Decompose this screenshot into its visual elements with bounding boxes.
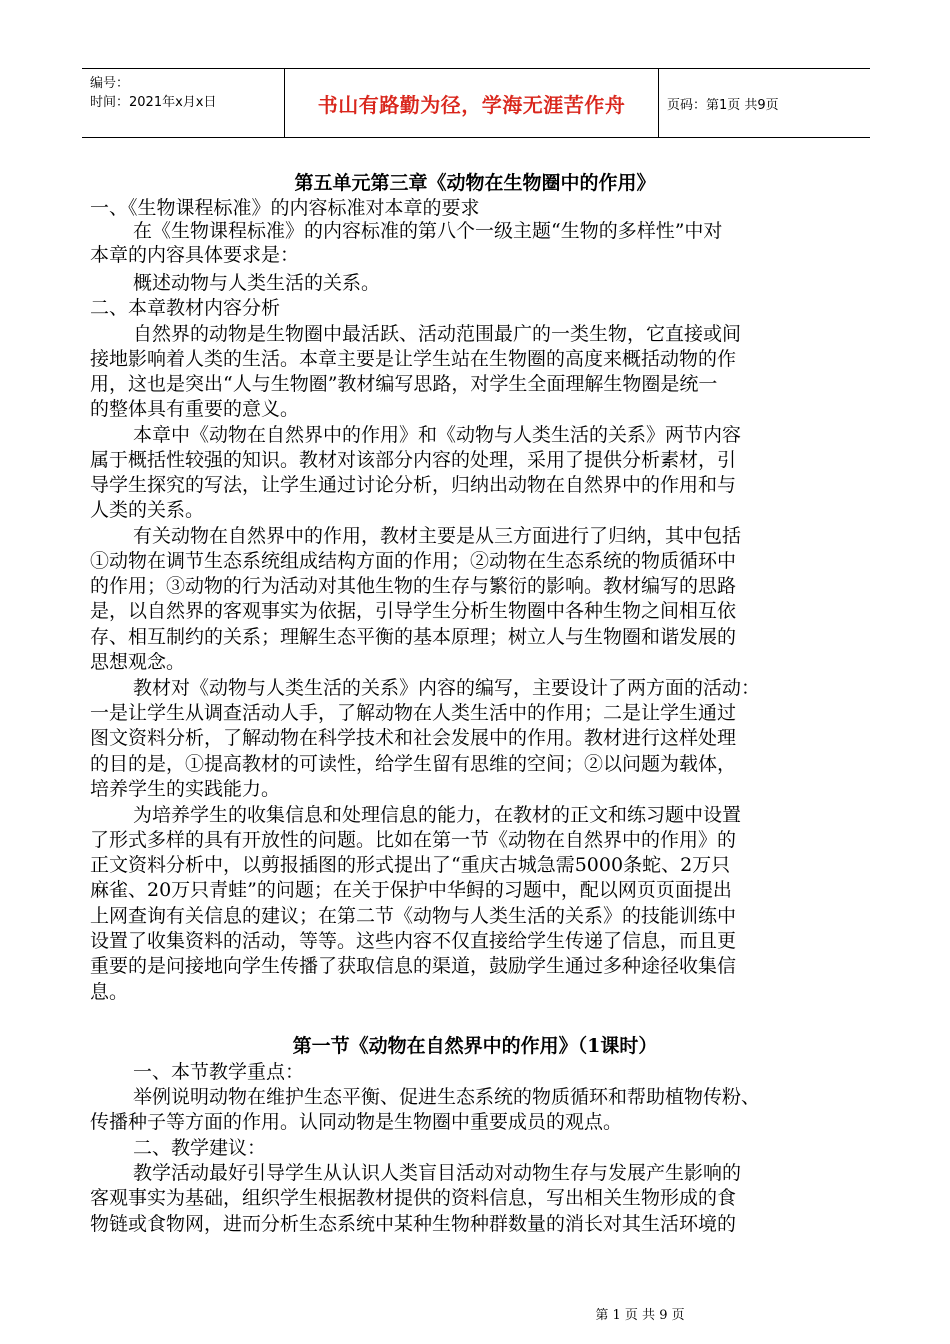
paragraph-line: 思想观念。 bbox=[90, 651, 186, 673]
heading-2: 二、本章教材内容分析 bbox=[90, 297, 281, 319]
motto-cell bbox=[285, 69, 659, 137]
chapter-title: 第五单元第三章《动物在生物圈中的作用》 bbox=[294, 172, 656, 194]
paragraph-line: 上网查询有关信息的建议；在第二节《动物与人类生活的关系》的技能训练中 bbox=[90, 905, 737, 927]
paragraph-line: 举例说明动物在维护生态平衡、促进生态系统的物质循环和帮助植物传粉、 bbox=[133, 1086, 761, 1108]
paragraph-line: 一是让学生从调查活动人手，了解动物在人类生活中的作用；二是让学生通过 bbox=[90, 702, 737, 724]
page-footer: 第 1 页 共 9 页 bbox=[595, 1308, 685, 1323]
paragraph-line: 的目的是，①提高教材的可读性，给学生留有思维的空间；②以问题为载体， bbox=[90, 753, 737, 775]
section-heading: 二、教学建议： bbox=[133, 1137, 267, 1159]
paragraph-line: 为培养学生的收集信息和处理信息的能力，在教材的正文和练习题中设置 bbox=[133, 804, 742, 826]
paragraph-line: 属于概括性较强的知识。教材对该部分内容的处理，采用了提供分析素材，引 bbox=[90, 449, 737, 471]
paragraph-line: 用，这也是突出“人与生物圈”教材编写思路，对学生全面理解生物圈是统一 bbox=[90, 373, 718, 395]
paragraph-line: 了形式多样的具有开放性的问题。比如在第一节《动物在自然界中的作用》的 bbox=[90, 829, 737, 851]
paragraph-line: 客观事实为基础，组织学生根据教材提供的资料信息，写出相关生物形成的食 bbox=[90, 1187, 737, 1209]
paragraph-line: 概述动物与人类生活的关系。 bbox=[133, 272, 381, 294]
paragraph-line: 存、相互制约的关系；理解生态平衡的基本原理；树立人与生物圈和谐发展的 bbox=[90, 626, 737, 648]
code-label: 编号： bbox=[90, 76, 130, 91]
paragraph-line: 是，以自然界的客观事实为依据，引导学生分析生物圈中各种生物之间相互依 bbox=[90, 600, 737, 622]
header-info-cell bbox=[82, 69, 285, 137]
paragraph-line: 麻雀、20万只青蛙”的问题；在关于保护中华鲟的习题中，配以网页页面提出 bbox=[90, 879, 732, 901]
page-number-cell bbox=[659, 69, 870, 137]
section-heading: 一、本节教学重点： bbox=[133, 1061, 305, 1083]
section-title: 第一节《动物在自然界中的作用》（1课时） bbox=[292, 1035, 658, 1057]
paragraph-line: 设置了收集资料的活动，等等。这些内容不仅直接给学生传递了信息，而且更 bbox=[90, 930, 737, 952]
paragraph-line: 接地影响着人类的生活。本章主要是让学生站在生物圈的高度来概括动物的作 bbox=[90, 348, 737, 370]
paragraph-line: 导学生探究的写法，让学生通过讨论分析，归纳出动物在自然界中的作用和与 bbox=[90, 474, 737, 496]
paragraph-line: 人类的关系。 bbox=[90, 499, 205, 521]
paragraph-line: 自然界的动物是生物圈中最活跃、活动范围最广的一类生物，它直接或间 bbox=[133, 323, 742, 345]
paragraph-line: 教材对《动物与人类生活的关系》内容的编写，主要设计了两方面的活动： bbox=[133, 677, 761, 699]
paragraph-line: 本章中《动物在自然界中的作用》和《动物与人类生活的关系》两节内容 bbox=[133, 424, 742, 446]
header-table bbox=[82, 68, 870, 138]
page-label: 页码：第1页 共9页 bbox=[667, 97, 779, 113]
paragraph-line: 的整体具有重要的意义。 bbox=[90, 398, 300, 420]
paragraph-line: 本章的内容具体要求是： bbox=[90, 244, 300, 266]
paragraph-line: 图文资料分析，了解动物在科学技术和社会发展中的作用。教材进行这样处理 bbox=[90, 727, 737, 749]
paragraph-line: 的作用；③动物的行为活动对其他生物的生存与繁衍的影响。教材编写的思路 bbox=[90, 575, 737, 597]
heading-1: 一、《生物课程标准》的内容标准对本章的要求 bbox=[90, 197, 480, 219]
paragraph-line: ①动物在调节生态系统组成结构方面的作用；②动物在生态系统的物质循环中 bbox=[90, 550, 737, 572]
motto-text: 书山有路勤为径，学海无涯苦作舟 bbox=[317, 92, 626, 117]
paragraph-line: 重要的是问接地向学生传播了获取信息的渠道，鼓励学生通过多种途径收集信 bbox=[90, 955, 737, 977]
paragraph-line: 在《生物课程标准》的内容标准的第八个一级主题“生物的多样性”中对 bbox=[133, 220, 723, 242]
paragraph-line: 物链或食物网，进而分析生态系统中某种生物种群数量的消长对其生活环境的 bbox=[90, 1213, 737, 1235]
paragraph-line: 教学活动最好引导学生从认识人类盲目活动对动物生存与发展产生影响的 bbox=[133, 1162, 742, 1184]
paragraph-line: 息。 bbox=[90, 981, 129, 1003]
paragraph-line: 培养学生的实践能力。 bbox=[90, 778, 281, 800]
paragraph-line: 传播种子等方面的作用。认同动物是生物圈中重要成员的观点。 bbox=[90, 1111, 623, 1133]
paragraph-line: 有关动物在自然界中的作用，教材主要是从三方面进行了归纳，其中包括 bbox=[133, 525, 742, 547]
time-label: 时间：2021年x月x日 bbox=[90, 95, 217, 110]
paragraph-line: 正文资料分析中，以剪报插图的形式提出了“重庆古城急需5000条蛇、2万只 bbox=[90, 854, 731, 876]
